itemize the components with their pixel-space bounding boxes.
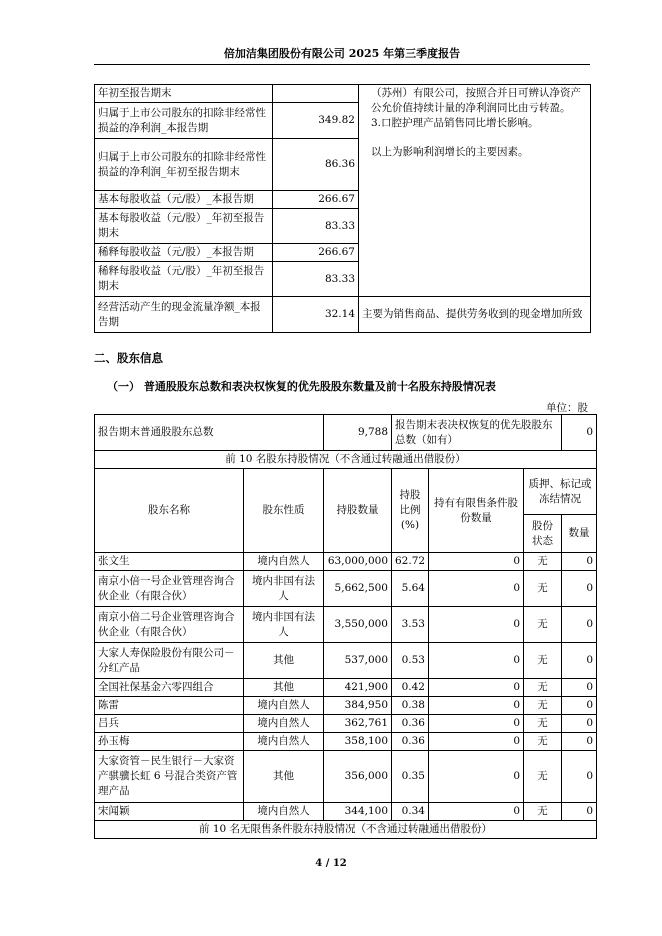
row-label: 稀释每股收益（元/股）_年初至报告期末 (95, 262, 273, 297)
holder-name: 宋闻颖 (95, 803, 244, 821)
holder-shares: 356,000 (324, 751, 392, 803)
holder-pledge-status: 无 (524, 571, 562, 607)
table-row (95, 297, 591, 333)
header-qty: 数量 (562, 515, 597, 553)
holder-ratio: 0.36 (392, 715, 429, 733)
row-value: 32.14 (273, 297, 359, 333)
header-status: 股份状态 (524, 515, 562, 553)
row-value: 83.33 (273, 209, 359, 244)
row-label: 经营活动产生的现金流量净额_本报告期 (95, 297, 273, 333)
holder-restricted: 0 (429, 803, 524, 821)
row-note: 主要为销售商品、提供劳务收到的现金增加所致 (359, 297, 591, 333)
table-row (95, 715, 597, 733)
holder-name: 张文生 (95, 553, 244, 571)
holder-nature: 境内自然人 (244, 803, 324, 821)
holder-pledge-status: 无 (524, 751, 562, 803)
holder-ratio: 0.34 (392, 803, 429, 821)
bottom-title: 前 10 名无限售条件股东持股情况（不含通过转融通出借股份） (95, 821, 597, 839)
holder-shares: 537,000 (324, 643, 392, 679)
holder-nature: 境内非国有法人 (244, 607, 324, 643)
holder-restricted: 0 (429, 643, 524, 679)
holder-pledge-status: 无 (524, 803, 562, 821)
holder-pledge-status: 无 (524, 643, 562, 679)
holder-shares: 63,000,000 (324, 553, 392, 571)
holder-name: 南京小倍一号企业管理咨询合伙企业（有限合伙） (95, 571, 244, 607)
row-label: 归属于上市公司股东的扣除非经常性损益的净利润_年初至报告期末 (95, 139, 273, 191)
header-restricted: 持有有限售条件股份数量 (429, 469, 524, 553)
holder-pledge-status: 无 (524, 607, 562, 643)
holder-name: 大家资管－民生银行－大家资产骐骥长虹 6 号混合类资产管理产品 (95, 751, 244, 803)
holder-pledge-qty: 0 (562, 553, 597, 571)
holder-nature: 其他 (244, 679, 324, 697)
holder-pledge-status: 无 (524, 553, 562, 571)
row-label: 年初至报告期末 (95, 85, 273, 103)
holder-name: 陈雷 (95, 697, 244, 715)
section-title: 二、股东信息 (94, 351, 163, 365)
holder-nature: 境内非国有法人 (244, 571, 324, 607)
holder-pledge-qty: 0 (562, 803, 597, 821)
holder-nature: 境内自然人 (244, 697, 324, 715)
row-label: 基本每股收益（元/股）_本报告期 (95, 191, 273, 209)
header-ratio: 持股比例(%) (392, 469, 429, 553)
holder-ratio: 0.36 (392, 733, 429, 751)
table-row (95, 607, 597, 643)
header-name: 股东名称 (95, 469, 244, 553)
holder-name: 吕兵 (95, 715, 244, 733)
row-label: 稀释每股收益（元/股）_本报告期 (95, 244, 273, 262)
page-number: 4 / 12 (315, 858, 347, 869)
holder-name: 全国社保基金六零四组合 (95, 679, 244, 697)
row-value: 266.67 (273, 244, 359, 262)
total-holders-value: 9,788 (324, 415, 392, 451)
holder-pledge-qty: 0 (562, 751, 597, 803)
preferred-holders-label: 报告期末表决权恢复的优先股股东总数（如有） (392, 415, 562, 451)
holder-ratio: 62.72 (392, 553, 429, 571)
header-pledge: 质押、标记或冻结情况 (524, 469, 597, 515)
section-row (95, 451, 597, 469)
holder-restricted: 0 (429, 751, 524, 803)
holder-ratio: 0.53 (392, 643, 429, 679)
financial-table (94, 84, 591, 333)
row-value: 86.36 (273, 139, 359, 191)
holder-shares: 362,761 (324, 715, 392, 733)
table-row (95, 697, 597, 715)
row-label: 归属于上市公司股东的扣除非经常性损益的净利润_本报告期 (95, 103, 273, 139)
table-row (95, 553, 597, 571)
row-value: 83.33 (273, 262, 359, 297)
holder-restricted: 0 (429, 733, 524, 751)
holder-restricted: 0 (429, 571, 524, 607)
holder-nature: 境内自然人 (244, 553, 324, 571)
note-line: 3.口腔护理产品销售同比增长影响。 (371, 117, 539, 129)
table-row (95, 85, 591, 103)
row-label: 基本每股收益（元/股）_年初至报告期末 (95, 209, 273, 244)
holder-pledge-status: 无 (524, 715, 562, 733)
table-row (95, 679, 597, 697)
holder-pledge-status: 无 (524, 679, 562, 697)
holder-shares: 3,550,000 (324, 607, 392, 643)
holder-restricted: 0 (429, 679, 524, 697)
holder-nature: 其他 (244, 643, 324, 679)
holder-ratio: 3.53 (392, 607, 429, 643)
table-row (95, 803, 597, 821)
holder-nature: 境内自然人 (244, 733, 324, 751)
holder-ratio: 0.42 (392, 679, 429, 697)
note-line: 以上为影响利润增长的主要因素。 (371, 146, 529, 158)
holder-shares: 344,100 (324, 803, 392, 821)
preferred-holders-value: 0 (562, 415, 597, 451)
holder-pledge-qty: 0 (562, 679, 597, 697)
header-row (95, 469, 597, 515)
row-value: 266.67 (273, 191, 359, 209)
holder-ratio: 5.64 (392, 571, 429, 607)
holder-nature: 境内自然人 (244, 715, 324, 733)
change-reason-note (359, 85, 591, 297)
note-line: （苏州）有限公司，按照合并日可辨认净资产公允价值持续计量的净利润同比由亏转盈。 (371, 87, 581, 114)
holder-pledge-qty: 0 (562, 571, 597, 607)
holder-name: 大家人寿保险股份有限公司－分红产品 (95, 643, 244, 679)
table-row (95, 571, 597, 607)
section-row (95, 821, 597, 839)
holder-pledge-status: 无 (524, 733, 562, 751)
row-value: 349.82 (273, 103, 359, 139)
holder-pledge-status: 无 (524, 697, 562, 715)
holder-shares: 421,900 (324, 679, 392, 697)
holder-pledge-qty: 0 (562, 607, 597, 643)
holder-name: 南京小倍二号企业管理咨询合伙企业（有限合伙） (95, 607, 244, 643)
table-row (95, 643, 597, 679)
holder-nature: 其他 (244, 751, 324, 803)
section-subtitle: （一） 普通股股东总数和表决权恢复的优先股股东数量及前十名股东持股情况表 (107, 380, 496, 393)
holder-restricted: 0 (429, 607, 524, 643)
shareholder-table (94, 414, 597, 839)
holder-restricted: 0 (429, 553, 524, 571)
holder-ratio: 0.35 (392, 751, 429, 803)
holder-pledge-qty: 0 (562, 643, 597, 679)
holder-shares: 358,100 (324, 733, 392, 751)
holder-pledge-qty: 0 (562, 697, 597, 715)
holder-pledge-qty: 0 (562, 733, 597, 751)
holder-restricted: 0 (429, 697, 524, 715)
holder-ratio: 0.38 (392, 697, 429, 715)
unit-label: 单位：股 (546, 402, 588, 414)
top10-title: 前 10 名股东持股情况（不含通过转融通出借股份） (95, 451, 597, 469)
summary-row (95, 415, 597, 451)
table-row (95, 733, 597, 751)
holder-shares: 384,950 (324, 697, 392, 715)
page-header: 倍加洁集团股份有限公司 2025 年第三季度报告 (94, 44, 590, 65)
holder-rows (95, 553, 597, 821)
row-value (273, 85, 359, 103)
total-holders-label: 报告期末普通股股东总数 (95, 415, 324, 451)
header-nature: 股东性质 (244, 469, 324, 553)
holder-shares: 5,662,500 (324, 571, 392, 607)
holder-name: 孙玉梅 (95, 733, 244, 751)
holder-pledge-qty: 0 (562, 715, 597, 733)
header-shares: 持股数量 (324, 469, 392, 553)
holder-restricted: 0 (429, 715, 524, 733)
table-row (95, 751, 597, 803)
